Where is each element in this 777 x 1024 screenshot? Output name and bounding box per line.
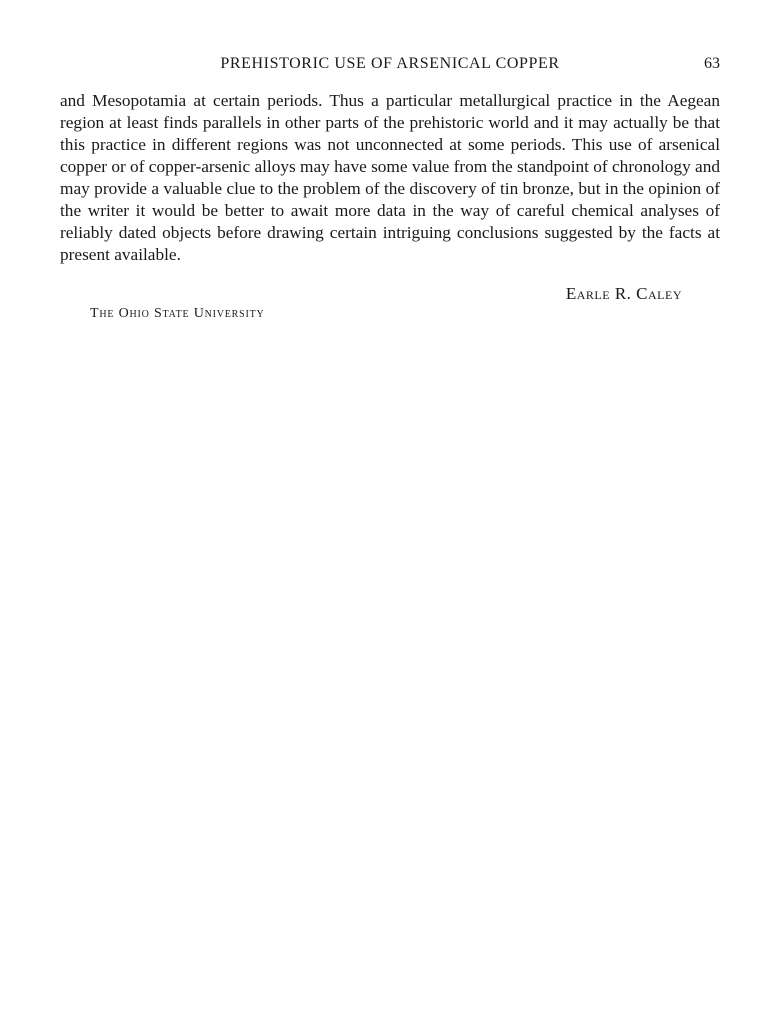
author-affiliation: The Ohio State University	[90, 306, 265, 321]
running-title: PREHISTORIC USE OF ARSENICAL COPPER	[220, 55, 560, 72]
page-number: 63	[704, 55, 720, 72]
author-signature: Earle R. Caley	[565, 284, 682, 303]
running-head	[60, 55, 720, 77]
body-paragraph: and Mesopotamia at certain periods. Thus a particular metallurgical practice in the Aegean region at least finds parallels in other parts of the prehistoric world and it may actually be that this practice in different regions was not unconnected at some periods. This use of arsenical copper or of copper-arsenic alloys may have some value from the standpoint of chronology and may provide a valuable clue to the problem of the discovery of tin bronze, but in the opinion of the writer it would be better to await more data in the way of careful chemical analyses of reliably dated objects before drawing certain intriguing conclusions suggested by the facts at present available.	[60, 91, 720, 264]
